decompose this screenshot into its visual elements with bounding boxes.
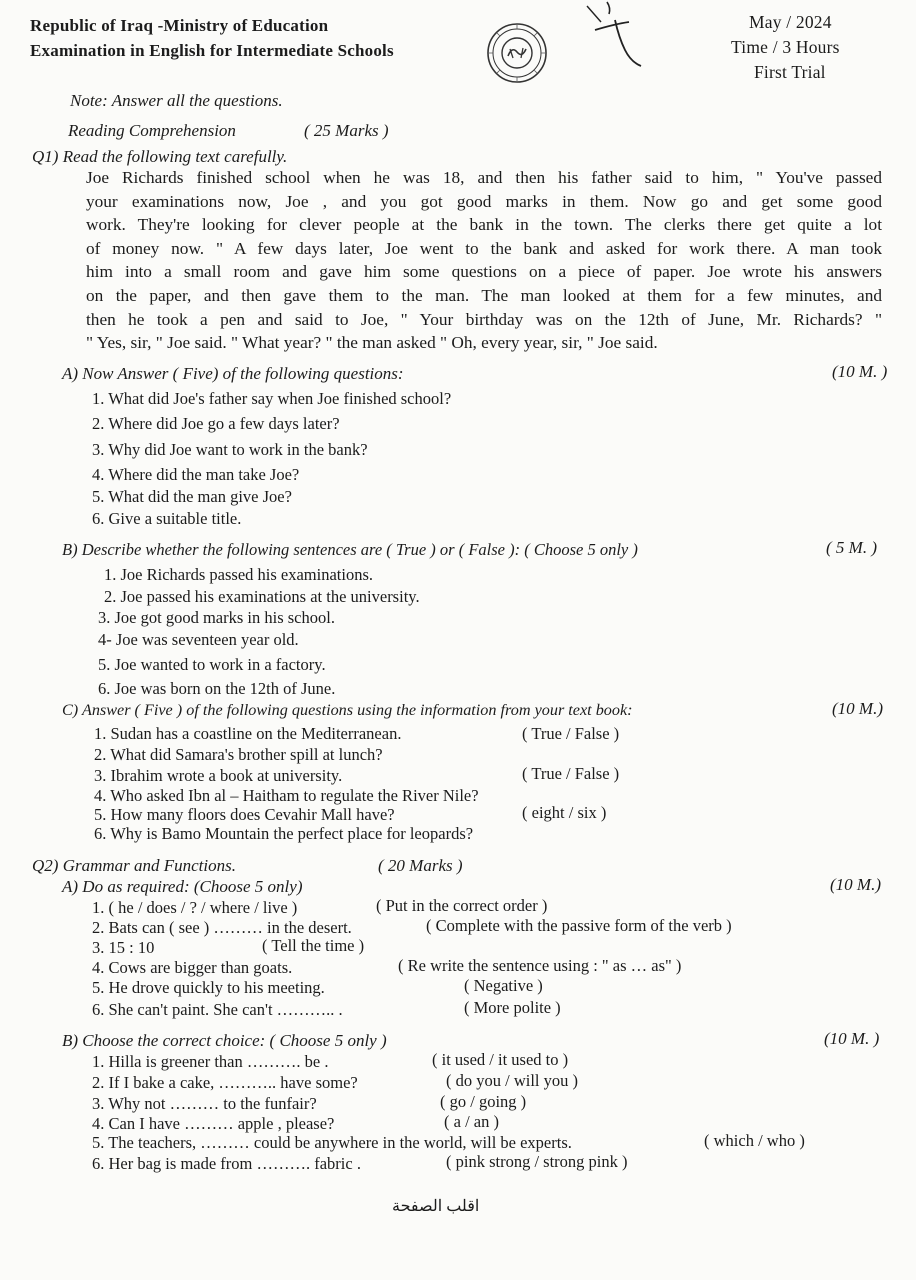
q2a-task: ( Re write the sentence using : " as … as" ) xyxy=(398,956,682,975)
passage-line: your examinations now, Joe , and you got good marks in them. Now go and get some good xyxy=(86,191,882,211)
q2b-item: 3. Why not ……… to the funfair? xyxy=(92,1094,317,1113)
q1c-item: 2. What did Samara's brother spill at lunch? xyxy=(94,745,383,764)
note: Note: Answer all the questions. xyxy=(70,91,283,110)
q2b-options: ( a / an ) xyxy=(444,1112,499,1131)
q2-marks: ( 20 Marks ) xyxy=(378,856,463,875)
q1b-item: 1. Joe Richards passed his examinations. xyxy=(104,565,373,584)
q1b-item: 6. Joe was born on the 12th of June. xyxy=(98,679,336,698)
exam-trial: First Trial xyxy=(754,62,826,82)
reading-title: Reading Comprehension xyxy=(68,121,236,140)
q1b-heading: B) Describe whether the following sentences are ( True ) or ( False ): ( Choose 5 only ) xyxy=(62,540,638,559)
q2b-heading: B) Choose the correct choice: ( Choose 5 only ) xyxy=(62,1031,387,1050)
passage-line: on the paper, and then gave them to the man. The man looked at them for a few minutes, and xyxy=(86,285,882,305)
exam-date: May / 2024 xyxy=(749,12,832,32)
q2b-options: ( which / who ) xyxy=(704,1131,805,1150)
q2a-task: ( Tell the time ) xyxy=(262,936,365,955)
passage-line: of money now. " A few days later, Joe went to the bank and asked for work there. A man took xyxy=(86,238,882,258)
q1a-item: 6. Give a suitable title. xyxy=(92,509,242,528)
q1a-item: 4. Where did the man take Joe? xyxy=(92,465,300,484)
q2b-options: ( it used / it used to ) xyxy=(432,1050,569,1069)
q2a-item: 6. She can't paint. She can't ……….. . xyxy=(92,1000,343,1019)
passage-line: " Yes, sir, " Joe said. " What year? " the man asked " Oh, every year, sir, " Joe said. xyxy=(86,333,658,353)
q2b-item: 1. Hilla is greener than ………. be . xyxy=(92,1052,329,1071)
q1-instruction: Q1) Read the following text carefully. xyxy=(32,147,288,166)
q1c-heading: C) Answer ( Five ) of the following questions using the information from your text book: xyxy=(62,701,633,719)
q2a-marks: (10 M.) xyxy=(830,875,881,894)
q2b-item: 6. Her bag is made from ………. fabric . xyxy=(92,1154,361,1173)
q1c-options: ( eight / six ) xyxy=(522,803,607,822)
q1c-options: ( True / False ) xyxy=(522,764,620,783)
q2a-item: 4. Cows are bigger than goats. xyxy=(92,958,293,977)
q1b-marks: ( 5 M. ) xyxy=(826,538,877,557)
header-exam-title: Examination in English for Intermediate Schools xyxy=(30,41,394,60)
passage-line: Joe Richards finished school when he was 18, and then his father said to him, " You've passed xyxy=(86,168,882,187)
q2a-item: 2. Bats can ( see ) ……… in the desert. xyxy=(92,918,352,937)
q2a-heading: A) Do as required: (Choose 5 only) xyxy=(62,877,303,896)
q1b-item: 4- Joe was seventeen year old. xyxy=(98,630,299,649)
passage-line: then he took a pen and said to Joe, " Your birthday was on the 12th of June, Mr. Richards? " xyxy=(86,309,882,329)
q1a-marks: (10 M. ) xyxy=(832,362,888,381)
q2a-task: ( More polite ) xyxy=(464,998,561,1017)
q1b-item: 3. Joe got good marks in his school. xyxy=(98,608,335,627)
q1a-item: 2. Where did Joe go a few days later? xyxy=(92,414,340,433)
q2b-item: 4. Can I have ……… apple , please? xyxy=(92,1114,335,1133)
q2a-task: ( Complete with the passive form of the verb ) xyxy=(426,916,732,935)
q2b-item: 2. If I bake a cake, ……….. have some? xyxy=(92,1073,358,1092)
q1a-item: 1. What did Joe's father say when Joe finished school? xyxy=(92,389,452,408)
passage-line: work. They're looking for clever people at the bank in the town. The clerks there get quite a lot xyxy=(86,215,882,235)
q1c-item: 4. Who asked Ibn al – Haitham to regulate the River Nile? xyxy=(94,786,479,805)
q2a-item: 1. ( he / does / ? / where / live ) xyxy=(92,898,298,917)
q2b-item: 5. The teachers, ……… could be anywhere in the world, will be experts. xyxy=(92,1133,572,1152)
q2-title: Q2) Grammar and Functions. xyxy=(32,856,236,875)
reading-passage xyxy=(86,166,882,355)
q2a-item: 3. 15 : 10 xyxy=(92,938,155,957)
q1c-item: 5. How many floors does Cevahir Mall have? xyxy=(94,805,395,824)
q1a-item: 5. What did the man give Joe? xyxy=(92,487,292,506)
ministry-seal-icon xyxy=(486,22,548,84)
q1c-options: ( True / False ) xyxy=(522,724,620,743)
q1b-item: 2. Joe passed his examinations at the university. xyxy=(104,587,420,606)
passage-line: him into a small room and gave him some questions on a piece of paper. Joe wrote his answers xyxy=(86,262,882,282)
turn-page-note: اقلب الصفحة xyxy=(392,1198,480,1215)
reading-marks: ( 25 Marks ) xyxy=(304,121,389,140)
q2a-task: ( Negative ) xyxy=(464,976,543,995)
q2a-item: 5. He drove quickly to his meeting. xyxy=(92,978,325,997)
header-ministry: Republic of Iraq -Ministry of Education xyxy=(30,16,329,35)
q2b-options: ( pink strong / strong pink ) xyxy=(446,1152,628,1171)
q1c-item: 6. Why is Bamo Mountain the perfect place for leopards? xyxy=(94,824,474,843)
q2b-options: ( do you / will you ) xyxy=(446,1071,578,1090)
q1c-item: 3. Ibrahim wrote a book at university. xyxy=(94,766,343,785)
q1a-heading: A) Now Answer ( Five) of the following questions: xyxy=(62,364,404,383)
q1b-item: 5. Joe wanted to work in a factory. xyxy=(98,655,326,674)
q2b-options: ( go / going ) xyxy=(440,1092,527,1111)
q1c-marks: (10 M.) xyxy=(832,699,883,718)
q1a-item: 3. Why did Joe want to work in the bank? xyxy=(92,440,368,459)
q2a-task: ( Put in the correct order ) xyxy=(376,896,548,915)
handwritten-mark-icon xyxy=(585,0,645,70)
q1c-item: 1. Sudan has a coastline on the Mediterranean. xyxy=(94,724,402,743)
q2b-marks: (10 M. ) xyxy=(824,1029,880,1048)
exam-duration: Time / 3 Hours xyxy=(731,37,840,57)
